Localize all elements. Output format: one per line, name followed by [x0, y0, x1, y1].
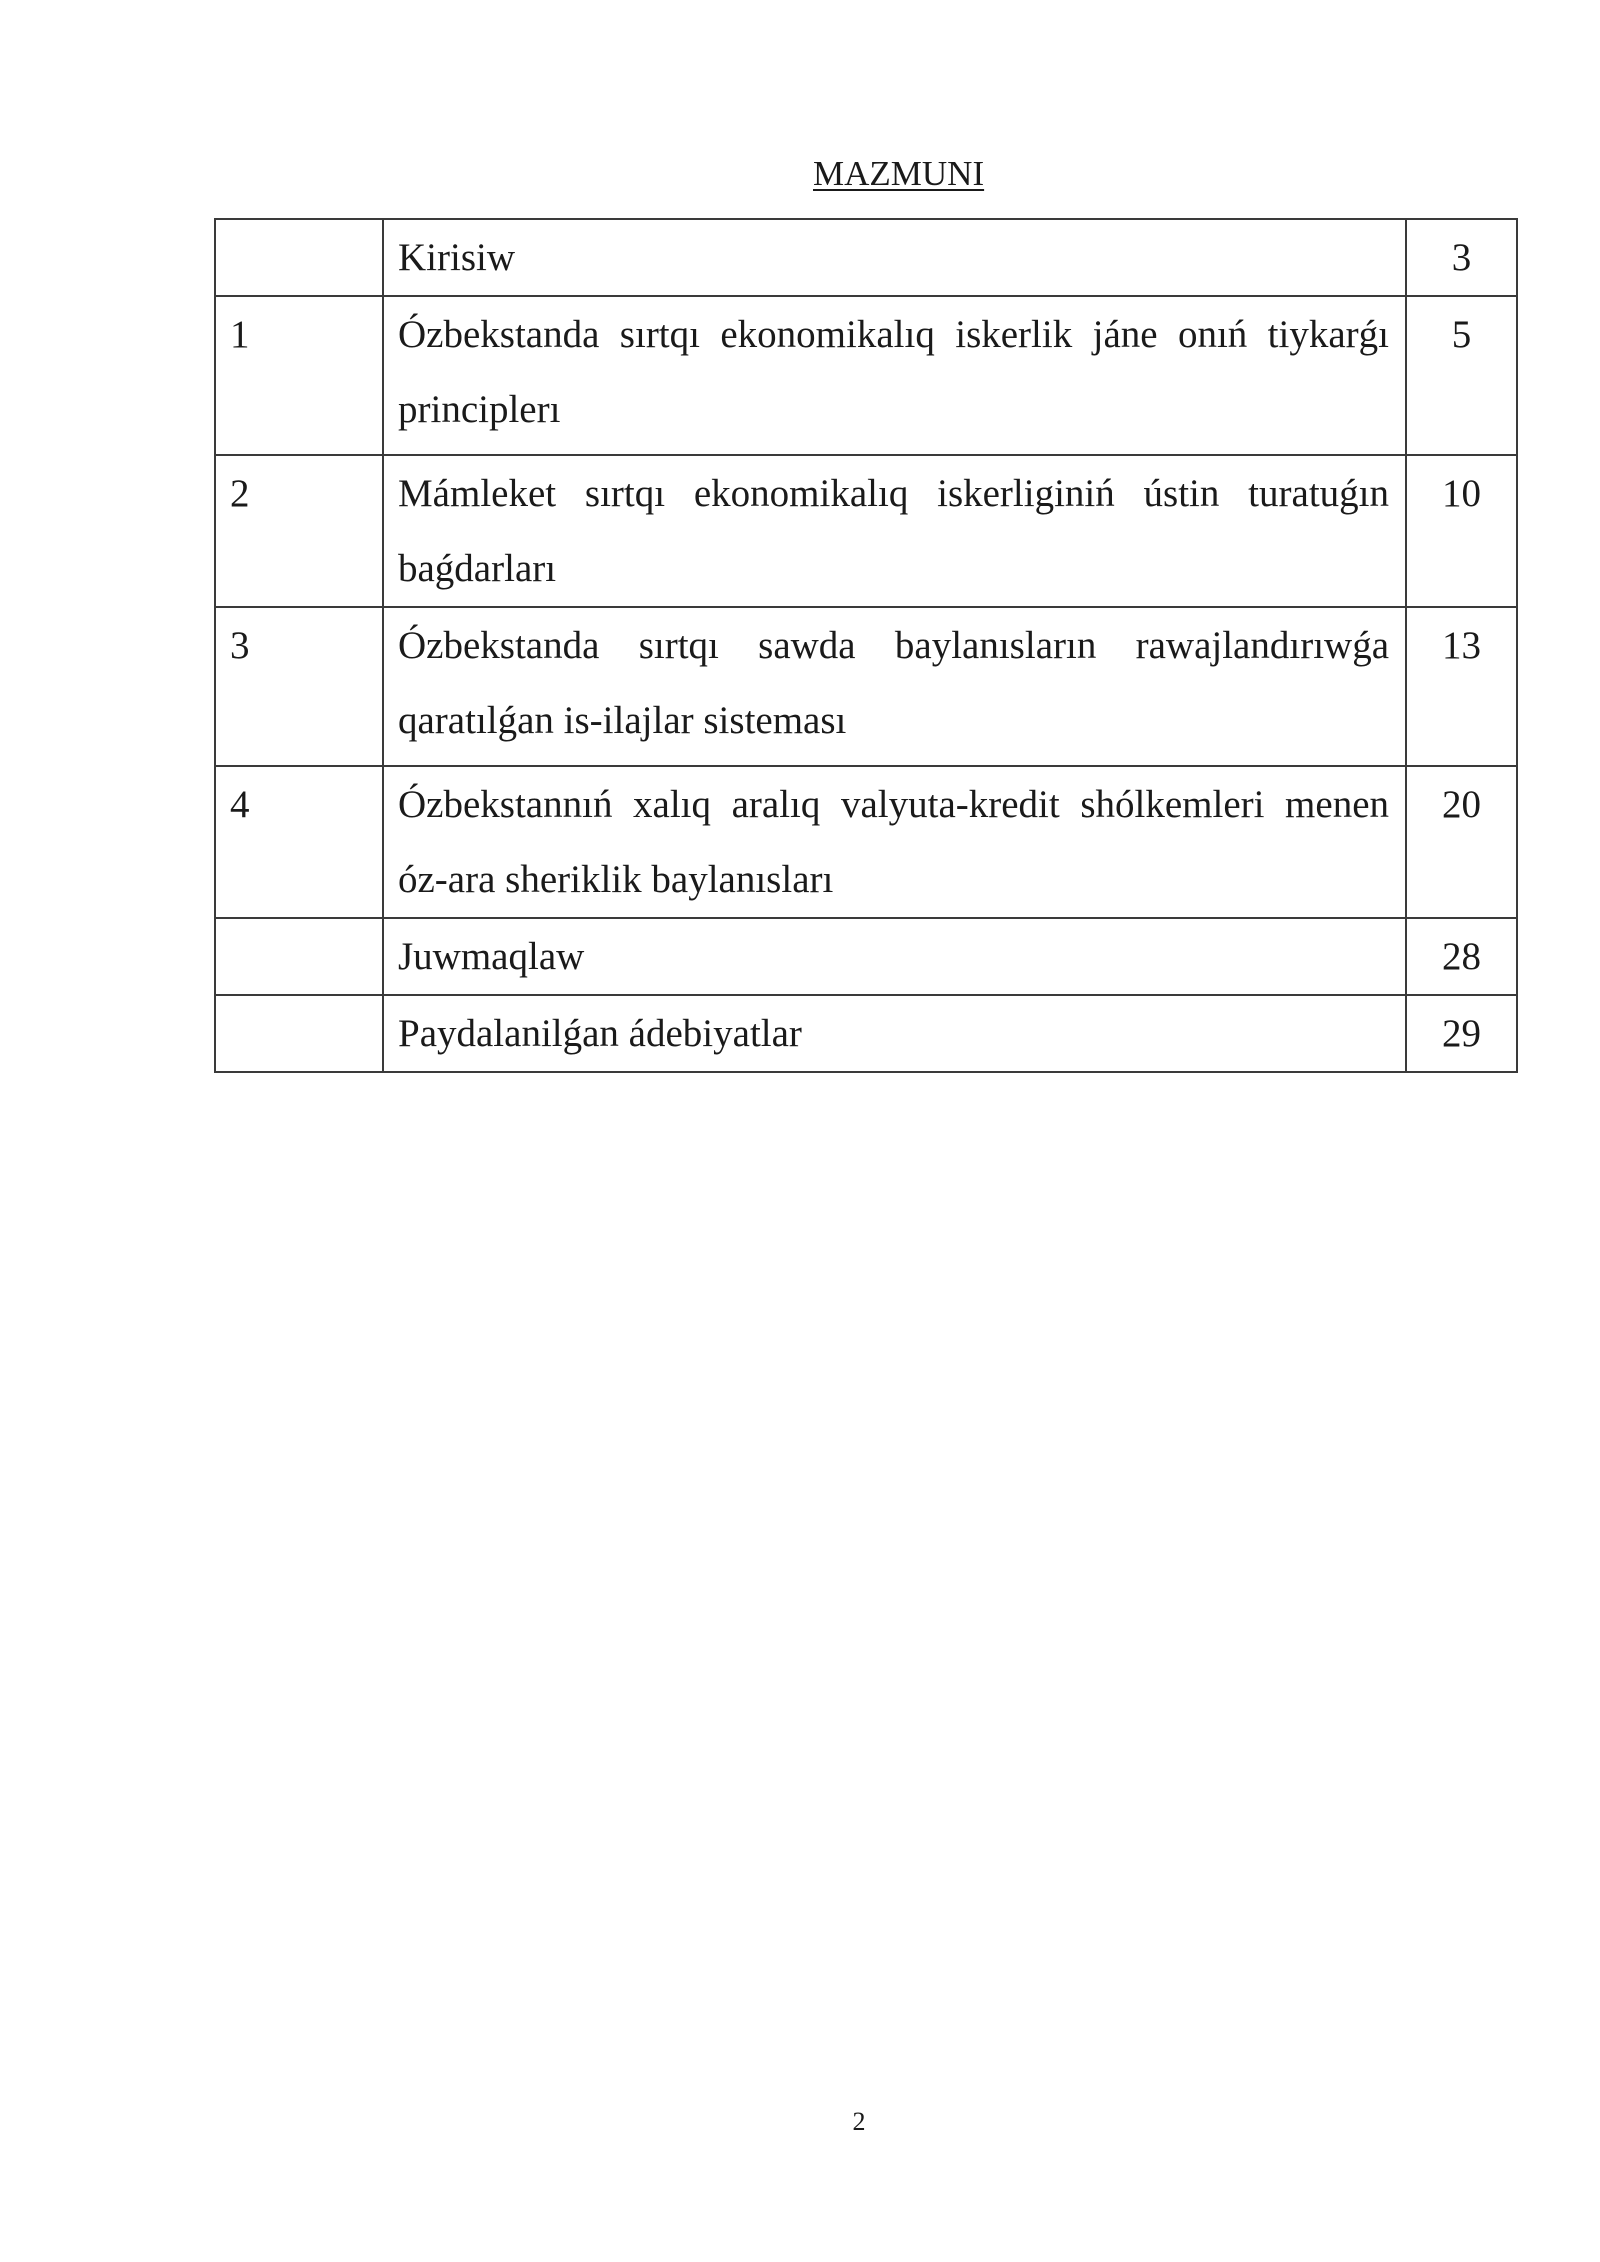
- toc-row-title: Ózbekstanda sırtqı ekonomikalıq iskerlik jáne onıń tiykarǵı principlerı: [383, 296, 1406, 455]
- toc-row-chapter-2: [215, 455, 1517, 607]
- toc-row-page: 5: [1406, 296, 1517, 455]
- toc-row-page: 3: [1406, 219, 1517, 296]
- toc-row-number: 1: [215, 296, 383, 455]
- toc-row-title: Ózbekstanda sırtqı sawda baylanısların rawajlandırıwǵa qaratılǵan is-ilajlar sisteması: [383, 607, 1406, 766]
- toc-row-number: 2: [215, 455, 383, 607]
- toc-row-chapter-1: [215, 296, 1517, 455]
- toc-row-title: Paydalanilǵan ádebiyatlar: [383, 995, 1406, 1072]
- toc-row-number: [215, 995, 383, 1072]
- toc-row-title: Mámleket sırtqı ekonomikalıq iskerliginiń ústin turatuǵın baǵdarları: [383, 455, 1406, 607]
- toc-row-conclusion: [215, 918, 1517, 995]
- toc-row-page: 29: [1406, 995, 1517, 1072]
- toc-row-chapter-4: [215, 766, 1517, 918]
- toc-row-page: 10: [1406, 455, 1517, 607]
- toc-row-chapter-3: [215, 607, 1517, 766]
- page-number: 2: [852, 2107, 866, 2136]
- toc-row-number: 3: [215, 607, 383, 766]
- toc-row-page: 20: [1406, 766, 1517, 918]
- toc-row-page: 13: [1406, 607, 1517, 766]
- table-of-contents: [214, 218, 1518, 1073]
- document-title: MAZMUNI: [813, 154, 985, 193]
- toc-row-title: Kirisiw: [383, 219, 1406, 296]
- toc-row-page: 28: [1406, 918, 1517, 995]
- toc-row-title: Ózbekstannıń xalıq aralıq valyuta-kredit shólkemleri menen óz-ara sheriklik baylanısları: [383, 766, 1406, 918]
- toc-row-number: [215, 219, 383, 296]
- toc-row-references: [215, 995, 1517, 1072]
- toc-row-number: 4: [215, 766, 383, 918]
- toc-row-introduction: [215, 219, 1517, 296]
- toc-row-title: Juwmaqlaw: [383, 918, 1406, 995]
- toc-row-number: [215, 918, 383, 995]
